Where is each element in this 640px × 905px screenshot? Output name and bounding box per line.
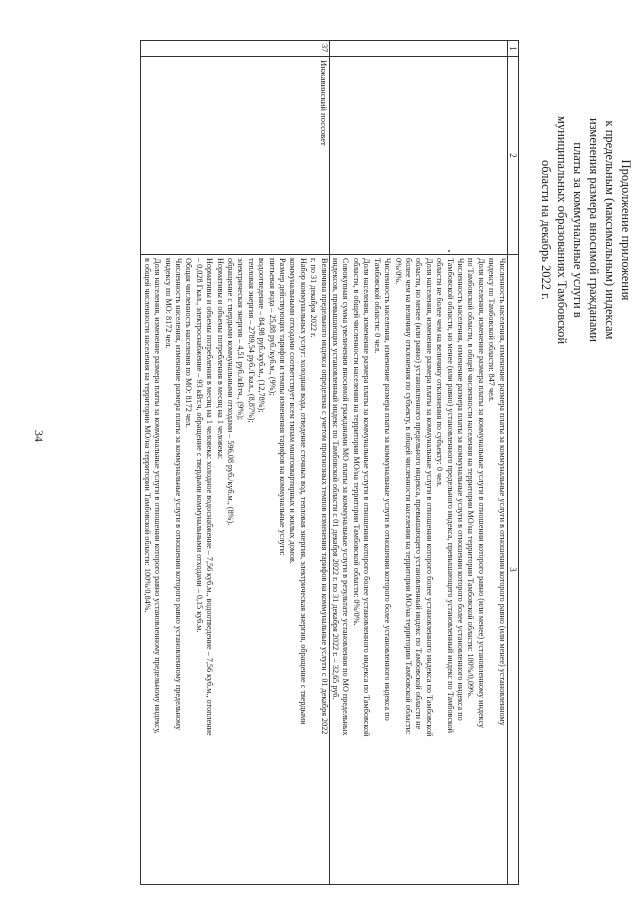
text-line: более чем на величину отклонения по субъекту, в общей численности населения на территории МО/на территории Тамбовской области: xyxy=(403,258,413,735)
municipality-name-cell xyxy=(329,57,507,255)
table-row-continued xyxy=(329,41,507,885)
appendix-heading xyxy=(538,40,634,420)
text-line: индексу по МО: 8172 чел. xyxy=(163,258,173,349)
text-line: 0%/0%. xyxy=(393,258,403,285)
text-line: Тамбовской области: 0 чел. xyxy=(372,258,382,354)
text-line: Доля населения, изменение размера платы за коммунальные услуги в отношении которого равно (или менее) установленному индексу xyxy=(476,258,486,729)
heading-line: платы за коммунальные услуги в xyxy=(571,142,585,318)
column-header-2: 2 xyxy=(507,57,518,255)
text-line: г. по 31 декабря 2022 г. xyxy=(309,258,319,338)
text-line: тепловая энергия – 2789,54 руб./Гкал., (8,87%); xyxy=(246,258,256,423)
text-line: коммунальными отходами соответствует всем типам многоквартирных и жилых домов. xyxy=(288,258,298,564)
text-line: по Тамбовской области, в общей численности населения на территории МО/на территории Тамбовской области: 100%/0,09%. xyxy=(466,258,476,698)
heading-line: Продолжение приложения xyxy=(619,159,633,301)
text-line: Размер действующих тарифов и темпы изменения тарифов на коммунальные услуги: xyxy=(278,258,288,556)
text-line: электрическая энергия – 4,51 руб./кВтч., (9%); xyxy=(236,258,246,421)
municipality-name-cell: Инжавинский поссовет xyxy=(141,57,329,255)
description-cell xyxy=(141,255,329,885)
text-line: Нормативы и объемы потребления в месяц на 1 человека: xyxy=(215,258,225,460)
heading-line: области на декабрь 2022 г. xyxy=(539,159,553,300)
text-line: области, но менее (или равно) установленного предельного индекса, превышающего установленный индекс по Тамбовской области не xyxy=(414,258,424,730)
text-line: Набор коммунальных услуг: холодная вода, отведение сточных вод, тепловая энергия, электрическая энергия, обращение с твердыми xyxy=(298,258,308,725)
text-line: – 0,028 Гкал., электроснабжение – 93 кВт.ч, обращение с твердыми коммунальными отходами – 0,15 куб.м. xyxy=(194,258,204,633)
heading-line: муниципальных образованиях Тамбовской xyxy=(555,115,569,345)
row-number-cell: 37 xyxy=(141,41,329,57)
text-line: обращение с твердыми коммунальными отходами – 596,08 руб./куб.м., (8%). xyxy=(226,258,236,526)
text-line: Тамбовской области, но менее (или равно) установленного предельного индекса, превышающего установленный индекс по Тамбовской xyxy=(445,258,455,734)
text-line: Доля населения, изменение размера платы за коммунальные услуги в отношении которого более установленного индекса по Тамбовской xyxy=(362,258,372,737)
speck-mark xyxy=(448,250,450,252)
indices-table xyxy=(140,40,519,885)
table-row-37 xyxy=(141,41,329,885)
text-line: Нормативы и объемы потребления в месяц на 1 человека: холодное водоснабжение – 7,56 куб.м., водоотведение – 7,56 куб.м., отопление xyxy=(205,258,215,736)
text-line: области не более чем на величину отклонения по субъекту: 0 чел. xyxy=(435,258,445,487)
heading-line: к предельным (максимальным) индексам xyxy=(603,120,617,340)
table-header-row xyxy=(507,41,518,885)
page-number: 34 xyxy=(32,430,46,442)
description-text xyxy=(141,258,328,881)
column-header-1: 1 xyxy=(507,41,518,57)
text-line: Численность населения, изменение размера платы за коммунальные услуги в отношении которого более установленного индекса по xyxy=(455,258,465,721)
text-line: Совокупная сумма увеличения вносимой гражданами МО платы за коммунальные услуги в результате установления по МО предельных xyxy=(341,258,351,736)
text-line: Величина предельного индекса определена с учетом прогнозных темпов изменения тарифов на коммунальные услуги с 01 декабря 2022 xyxy=(319,258,329,735)
text-line: Численность населения, изменение размера платы за коммунальные услуги в отношении которого более установленного индекса по xyxy=(383,258,393,721)
text-line: области, в общей численности населения на территории МО/на территории Тамбовской области: 0%/0%. xyxy=(351,258,361,626)
text-line: индексов, превышающих установленный индекс по Тамбовской области с 01 декабря 2022 г. по 31 декабря 2022 г. – 32,65 руб. xyxy=(331,258,341,700)
text-line: Доля населения, изменение размера платы за коммунальные услуги в отношении которого равно установленному предельному индексу, xyxy=(153,258,163,734)
text-line: водоотведение – 84,98 руб./куб.м., (12,78%); xyxy=(257,258,267,413)
column-header-3: 3 xyxy=(507,255,518,885)
text-line: Численность населения, изменение размера платы за коммунальные услуги в отношении которого равно установленному предельному xyxy=(174,258,183,731)
description-cell xyxy=(329,255,507,885)
text-line: питьевая вода – 25,88 руб./куб.м., (9%); xyxy=(267,258,277,396)
text-line: Доля населения, изменение размера платы за коммунальные услуги в отношении которого более установленного индекса по Тамбовской xyxy=(424,258,434,737)
text-line: в общей численности населения на территории МО/на территории Тамбовской области: 100%/0,84%. xyxy=(142,258,152,613)
text-line: индексу по Тамбовской области: 847 чел. xyxy=(487,258,497,402)
heading-line: изменения размера вносимой гражданами xyxy=(587,117,601,342)
row-number-cell xyxy=(329,41,507,57)
text-line: Численность населения, изменение размера платы за коммунальные услуги в отношении которого равно (или менее) установленному xyxy=(497,258,507,726)
text-line: Общая численность населения по МО: 8172 чел. xyxy=(184,258,194,428)
description-text xyxy=(330,258,507,881)
